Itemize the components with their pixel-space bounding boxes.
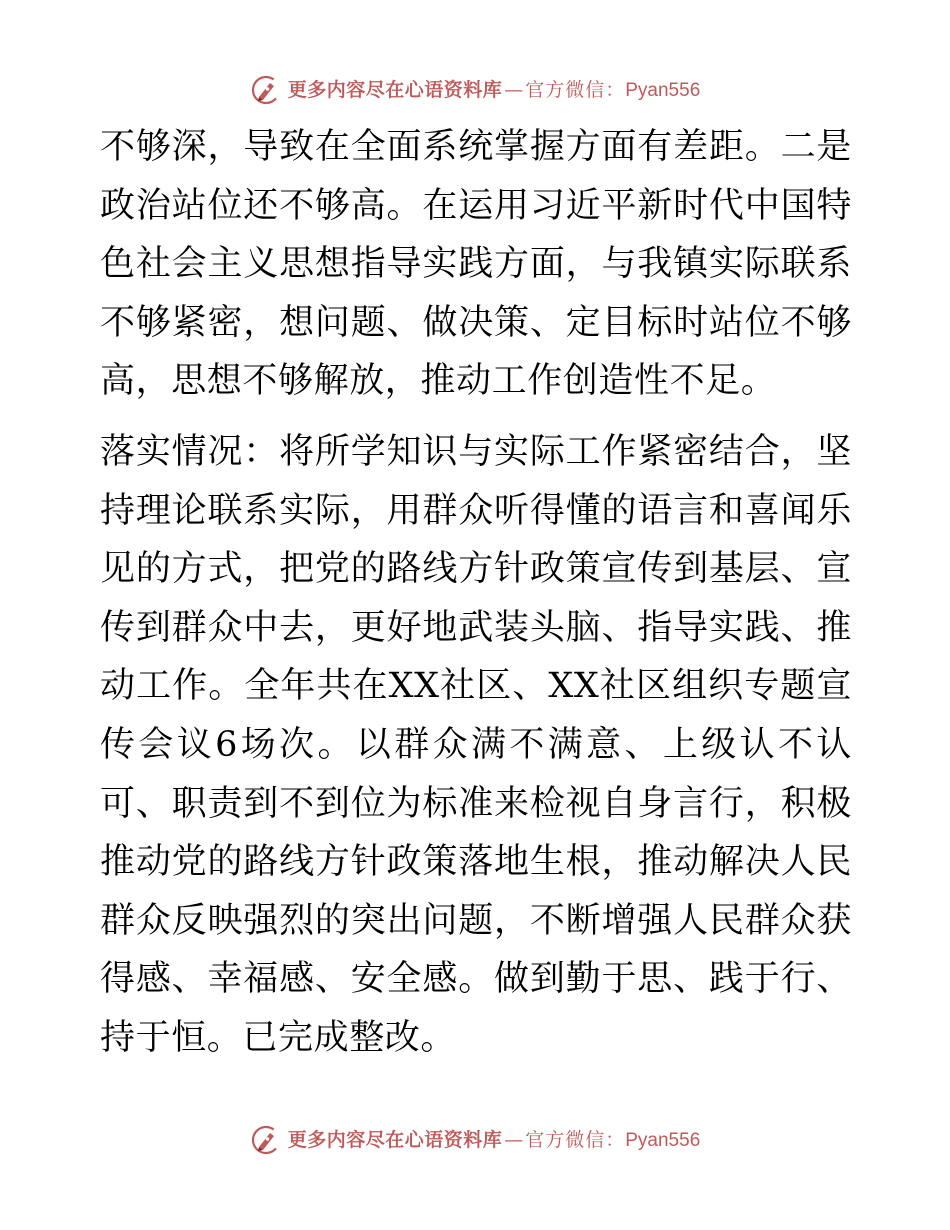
header-banner — [0, 70, 950, 110]
header-wechat-id: Pyan556 — [625, 79, 701, 101]
pen-logo-icon — [250, 74, 282, 106]
paragraph-1: 不够深，导致在全面系统掌握方面有差距。二是政治站位还不够高。在运用习近平新时代中国特色社会主义思想指导实践方面，与我镇实际联系不够紧密，想问题、做决策、定目标时站位不够高，思想不够解放，推动工作创造性不足。 — [100, 127, 852, 402]
footer-site-name: 更多内容尽在心语资料库 — [287, 1128, 503, 1151]
footer-wechat-label: 官方微信： — [525, 1128, 626, 1151]
footer-banner — [0, 1120, 950, 1160]
header-wechat-label: 官方微信： — [525, 78, 626, 101]
header-site-name: 更多内容尽在心语资料库 — [287, 78, 503, 101]
header-dash: — — [504, 78, 524, 101]
pen-logo-icon — [250, 1124, 282, 1156]
footer-dash: — — [504, 1128, 524, 1151]
paragraph-2: 落实情况：将所学知识与实际工作紧密结合，坚持理论联系实际，用群众听得懂的语言和喜闻乐见的方式，把党的路线方针政策宣传到基层、宣传到群众中去，更好地武装头脑、指导实践、推动工作。全年共在XX社区、XX社区组织专题宣传会议6场次。以群众满不满意、上级认不认可、职责到不到位为标准来检视自身言行，积极推动党的路线方针政策落地生根，推动解决人民群众反映强烈的突出问题，不断增强人民群众获得感、幸福感、安全感。做到勤于思、践于行、持于恒。已完成整改。 — [100, 431, 852, 1058]
header-banner-text — [287, 78, 701, 101]
document-body — [100, 118, 852, 1068]
footer-wechat-id: Pyan556 — [625, 1129, 701, 1151]
footer-banner-text — [287, 1128, 701, 1151]
